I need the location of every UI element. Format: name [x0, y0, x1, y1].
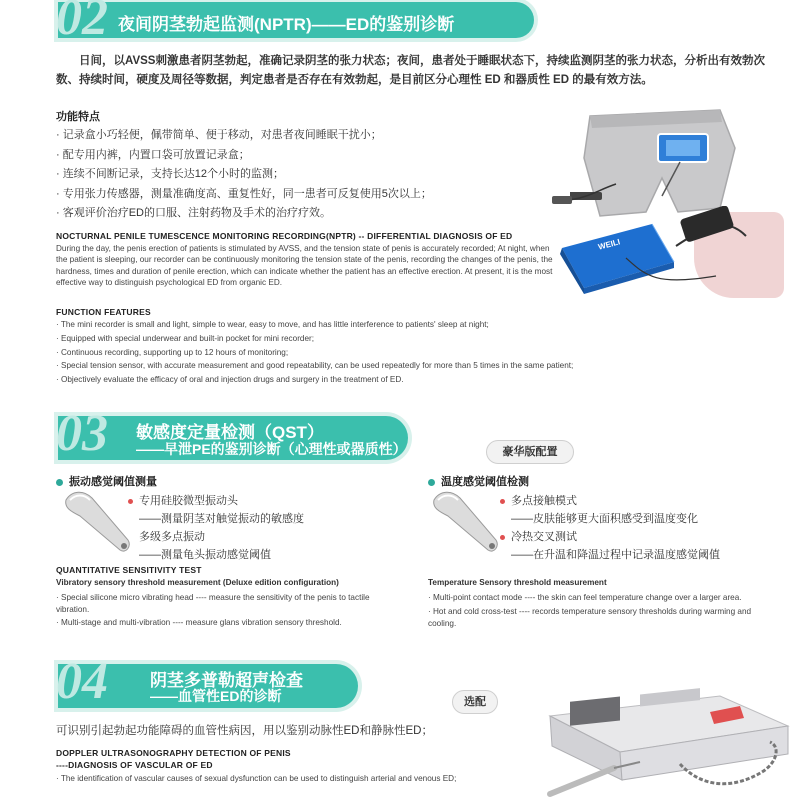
blue-recorder-illustration: [556, 206, 756, 296]
feature-item: · 连续不间断记录，支持长达12个小时的监测；: [56, 168, 284, 180]
feature-item: · 客观评价治疗ED的口服、注射药物及手术的治疗疗效。: [56, 207, 331, 219]
section-03-subtitle: ——早泄PE的鉴别诊断（心理性或器质性）: [136, 441, 407, 457]
vibration-probe-illustration: [62, 488, 134, 558]
features-heading: 功能特点: [56, 111, 100, 123]
function-feature-item: · Equipped with special underwear and built-in pocket for mini recorder;: [56, 333, 315, 343]
section-02-title: 夜间阴茎勃起监测(NPTR)——ED的鉴别诊断: [118, 15, 455, 34]
qst-english-heading: QUANTITATIVE SENSITIVITY TEST: [56, 565, 202, 575]
feature-item: · 记录盒小巧轻便，佩带简单、便于移动，对患者夜间睡眠干扰小；: [56, 129, 382, 141]
red-bullet: [500, 535, 505, 540]
function-feature-item: · Special tension sensor, with accurate measurement and good repeatability, can be used repeatedly for more than 5 times in the same patient;: [56, 361, 574, 371]
section-02-paragraph: 日间，以AVSS刺激患者阴茎勃起，准确记录阴茎的张力状态；夜间，患者处于睡眠状态下，持续监测阴茎的张力状态，分析出有效勃次数、持续时间，硬度及周径等数据，判定患者是否存在有效勃起，是目前区分心理性 ED 和器质性 ED 的最有效方法。: [56, 55, 765, 86]
red-bullet: [500, 499, 505, 504]
deluxe-config-badge: 豪华版配置: [486, 440, 574, 464]
temperature-threshold-heading: 温度感觉阈值检测: [428, 473, 529, 489]
temperature-feature-2-desc: ——在升温和降温过程中记录温度感觉阈值: [511, 549, 720, 561]
doppler-paragraph: 可识别引起勃起功能障碍的血管性病因，用以鉴别动脉性ED和静脉性ED；: [56, 725, 433, 737]
temperature-feature-1-desc: ——皮肤能够更大面积感受到温度变化: [511, 513, 698, 525]
temperature-feature-1: 多点接触模式: [500, 492, 720, 510]
bullet-dot: [56, 479, 63, 486]
feature-item: · 配专用内裤，内置口袋可放置记录盒；: [56, 148, 250, 161]
optional-badge: 选配: [452, 690, 498, 714]
function-feature-item: · Objectively evaluate the efficacy of oral and injection drugs and surgery in the treatment of ED.: [56, 375, 404, 385]
temperature-english-item-1: · Multi-point contact mode ---- the skin can feel temperature change over a larger area.: [428, 593, 742, 602]
nptr-english-heading: NOCTURNAL PENILE TUMESCENCE MONITORING RECORDING(NPTR) -- DIFFERENTIAL DIAGNOSIS OF ED: [56, 231, 513, 241]
section-02-number: 02: [56, 0, 108, 46]
red-bullet: [128, 499, 133, 504]
temperature-probe-illustration: [430, 488, 502, 558]
function-features-list: [56, 318, 756, 387]
device-brand-label: WEILI: [597, 237, 622, 252]
function-feature-item: · The mini recorder is small and light, simple to wear, easy to move, and has little interference to patients' sleep at night;: [56, 320, 489, 329]
section-03-number: 03: [56, 405, 108, 462]
doppler-device-illustration: [530, 676, 800, 800]
function-features-heading: FUNCTION FEATURES: [56, 307, 151, 317]
vibration-feature-1: 专用硅胶微型振动头: [128, 492, 304, 510]
section-04-number: 04: [56, 653, 108, 710]
vibration-features: [128, 492, 304, 564]
temperature-english-item-2: · Hot and cold cross-test ---- records temperature sensory thresholds during warming and cooling.: [428, 607, 752, 628]
temperature-features: [500, 492, 720, 564]
bullet-dot: [428, 479, 435, 486]
vibration-feature-2-desc: ——测量龟头振动感觉阈值: [139, 549, 271, 561]
function-feature-item: · Continuous recording, supporting up to 12 hours of monitoring;: [56, 347, 289, 357]
doppler-english-subheading: ----DIAGNOSIS OF VASCULAR OF ED: [56, 760, 213, 770]
vibration-feature-2: 多级多点振动: [139, 531, 205, 543]
temperature-feature-2: 冷热交叉测试: [500, 528, 720, 546]
feature-item: · 专用张力传感器，测量准确度高、重复性好，同一患者可反复使用5次以上；: [56, 187, 432, 200]
doppler-english-paragraph: · The identification of vascular causes of sexual dysfunction can be used to distinguish arterial and venous ED;: [56, 774, 457, 783]
vibration-english-item-2: · Multi-stage and multi-vibration ---- measure glans vibration sensory threshold.: [56, 618, 342, 627]
vibration-threshold-heading: 振动感觉阈值测量: [56, 473, 157, 489]
nptr-english-paragraph: During the day, the penis erection of patients is stimulated by AVSS, and the tension state of penis is accurately recorded; At night, when the patient is sleeping, our recorder can be continuously monitoring the tension state of the penis, recording the changes of the penis, the hardness, times and duration of penile erection, which can indicate whether the patient has an effective erection. At present, it is the most effective way to distinguish psychological ED from organic ED.: [56, 244, 553, 287]
features-list: [56, 126, 516, 224]
temperature-english-subheading: Temperature Sensory threshold measurement: [428, 578, 607, 587]
section-04-title: 阴茎多普勒超声检查: [150, 671, 303, 690]
doppler-english-heading: DOPPLER ULTRASONOGRAPHY DETECTION OF PENIS: [56, 748, 291, 758]
section-04-subtitle: ——血管性ED的诊断: [150, 688, 282, 704]
vibration-feature-1-desc: ——测量阴茎对触觉振动的敏感度: [139, 513, 304, 525]
vibration-english-subheading: Vibratory sensory threshold measurement (Deluxe edition configuration): [56, 578, 339, 587]
section-03-title: 敏感度定量检测（QST）: [136, 423, 324, 442]
vibration-english-item-1: · Special silicone micro vibrating head ---- measure the sensitivity of the penis to tactile vibration.: [56, 593, 370, 614]
